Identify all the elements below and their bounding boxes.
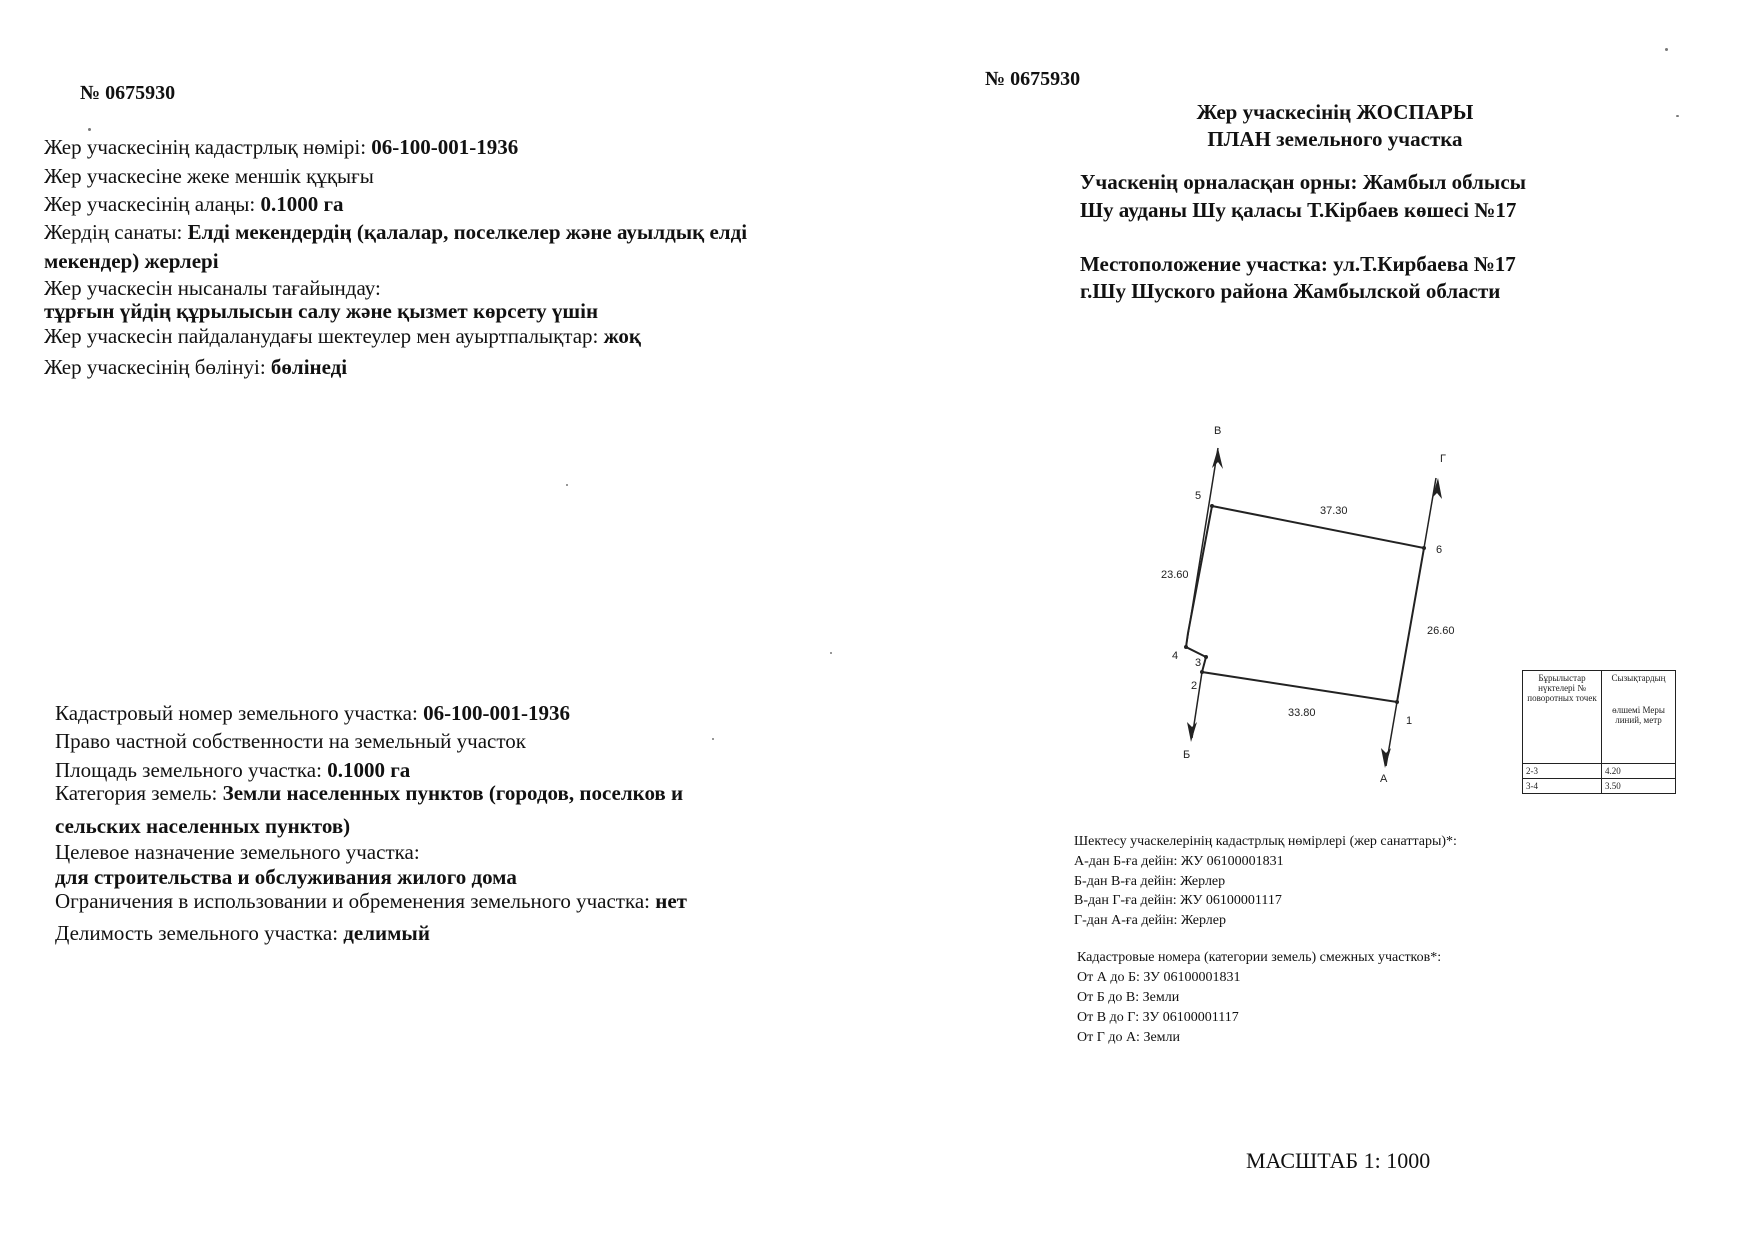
vertex-2 — [1200, 670, 1204, 674]
ru-divisibility-label: Делимость земельного участка: — [55, 921, 344, 945]
side-length-6-1: 26.60 — [1427, 625, 1455, 637]
plot-boundary — [1186, 506, 1424, 702]
adjacent-kz-line: В-дан Г-ға дейін: ЖУ 06100001117 — [1074, 893, 1282, 908]
table-cell-length: 4.20 — [1602, 764, 1676, 779]
point-label-1: 1 — [1406, 715, 1413, 727]
scan-speck — [1676, 115, 1679, 117]
kz-divisibility-value: бөлінеді — [270, 355, 348, 379]
arrow-b — [1187, 722, 1197, 742]
point-label-4: 4 — [1172, 650, 1179, 662]
point-label-2: 2 — [1191, 680, 1198, 692]
adjacent-kz-line: Г-дан А-ға дейін: Жерлер — [1074, 913, 1226, 928]
direction-letter-a: А — [1380, 773, 1388, 785]
kz-category-value-2: мекендер) жерлері — [44, 249, 219, 273]
table-header-row — [1523, 671, 1676, 764]
adjacent-ru-line: От Г до А: Земли — [1077, 1030, 1181, 1045]
scan-speck — [566, 484, 568, 486]
table-header-measures-kz: Сызықтардың — [1611, 673, 1666, 683]
table-row — [1523, 764, 1676, 779]
location-ru-2: г.Шу Шуского района Жамбылской области — [1080, 279, 1501, 303]
scan-speck — [830, 652, 832, 654]
ru-cadastral-value: 06-100-001-1936 — [423, 701, 571, 725]
ru-area-value: 0.1000 га — [327, 758, 411, 782]
ru-area-label: Площадь земельного участка: — [55, 758, 328, 782]
kz-cadastral-value: 06-100-001-1936 — [371, 135, 519, 159]
side-length-1-2: 33.80 — [1288, 707, 1316, 719]
location-kz-2: Шу ауданы Шу қаласы Т.Кірбаев көшесі №17 — [1080, 198, 1517, 222]
kz-right-line: Жер учаскесіне жеке меншік құқығы — [44, 164, 374, 188]
adjacent-kz-line: Б-дан В-ға дейін: Жерлер — [1074, 874, 1226, 889]
table-cell-points: 3-4 — [1523, 779, 1602, 794]
arrow-v — [1212, 448, 1223, 469]
plan-scale: МАСШТАБ 1: 1000 — [1246, 1148, 1431, 1173]
point-label-3: 3 — [1195, 657, 1202, 669]
table-header-measures-ru: өлшемі Меры линий, метр — [1612, 705, 1665, 725]
line-measures-table — [1522, 670, 1676, 794]
kz-purpose-label: Жер учаскесін нысаналы тағайындау: — [44, 276, 381, 300]
ru-purpose-label: Целевое назначение земельного участка: — [55, 840, 420, 864]
kz-cadastral-label: Жер учаскесінің кадастрлық нөмірі: — [44, 135, 372, 159]
kz-category-label: Жердің санаты: — [44, 220, 188, 244]
ru-category-value-2: сельских населенных пунктов) — [55, 814, 351, 838]
scan-speck — [712, 738, 714, 740]
scan-speck — [1665, 48, 1668, 51]
adjacent-kz-line: А-дан Б-ға дейін: ЖУ 06100001831 — [1074, 854, 1284, 869]
side-length-5-6: 37.30 — [1320, 505, 1348, 517]
plan-title-kz-bold: ЖОСПАРЫ — [1356, 100, 1474, 124]
kz-purpose-value: тұрғын үйдің құрылысын салу және қызмет көрсету үшін — [44, 299, 599, 323]
kz-divisibility-label: Жер учаскесінің бөлінуі: — [44, 355, 271, 379]
vertex-4 — [1184, 645, 1188, 649]
table-cell-length: 3.50 — [1602, 779, 1676, 794]
adjacent-ru-line: От Б до В: Земли — [1077, 990, 1180, 1005]
location-kz-1: Учаскенің орналасқан орны: Жамбыл облысы — [1080, 170, 1527, 194]
adjacent-ru-line: От В до Г: ЗУ 06100001117 — [1077, 1010, 1239, 1025]
kz-restrictions-value: жоқ — [603, 324, 641, 348]
ru-restrictions-label: Ограничения в использовании и обременения земельного участка: — [55, 889, 656, 913]
plan-title-kz-prefix: Жер учаскесінің — [1196, 100, 1357, 124]
doc-number-right: № 0675930 — [985, 68, 1081, 90]
direction-line-v — [1186, 448, 1218, 647]
ru-category-label: Категория земель: — [55, 781, 223, 805]
table-row — [1523, 779, 1676, 794]
ru-cadastral-label: Кадастровый номер земельного участка: — [55, 701, 424, 725]
ru-restrictions-value: нет — [655, 889, 688, 913]
table-header-points: Бұрылыстар нүктелері № поворотных точек — [1523, 671, 1602, 764]
direction-letter-v: В — [1214, 425, 1222, 437]
adjacent-ru-heading: Кадастровые номера (категории земель) смежных участков*: — [1077, 950, 1442, 965]
kz-area-value: 0.1000 га — [260, 192, 344, 216]
vertex-1 — [1395, 700, 1399, 704]
table-cell-points: 2-3 — [1523, 764, 1602, 779]
vertex-5 — [1210, 504, 1214, 508]
kz-restrictions-label: Жер учаскесін пайдаланудағы шектеулер мен ауыртпалықтар: — [44, 324, 604, 348]
direction-line-g — [1424, 478, 1436, 548]
ru-category-value-1: Земли населенных пунктов (городов, поселков и — [222, 781, 684, 805]
kz-category-value-1: Елді мекендердің (қалалар, поселкелер және ауылдық елді — [187, 220, 748, 244]
plan-title-ru: ПЛАН земельного участка — [1207, 127, 1463, 151]
side-length-4-5: 23.60 — [1161, 569, 1189, 581]
direction-letter-b: Б — [1183, 749, 1191, 761]
location-ru-1: Местоположение участка: ул.Т.Кирбаева №17 — [1080, 252, 1516, 276]
ru-purpose-value: для строительства и обслуживания жилого дома — [55, 865, 517, 889]
scan-speck — [88, 128, 91, 131]
point-label-5: 5 — [1195, 490, 1202, 502]
adjacent-kz-heading: Шектесу учаскелерінің кадастрлық нөмірлері (жер санаттары)*: — [1074, 834, 1457, 849]
table-header-measures — [1602, 671, 1676, 764]
doc-number-left: № 0675930 — [80, 82, 176, 104]
adjacent-ru-line: От А до Б: ЗУ 06100001831 — [1077, 970, 1241, 985]
ru-right-line: Право частной собственности на земельный участок — [55, 729, 526, 753]
ru-divisibility-value: делимый — [343, 921, 430, 945]
vertex-6 — [1422, 546, 1426, 550]
vertex-3 — [1204, 655, 1208, 659]
point-label-6: 6 — [1436, 544, 1443, 556]
kz-area-label: Жер учаскесінің алаңы: — [44, 192, 261, 216]
direction-letter-g: Г — [1440, 453, 1446, 465]
